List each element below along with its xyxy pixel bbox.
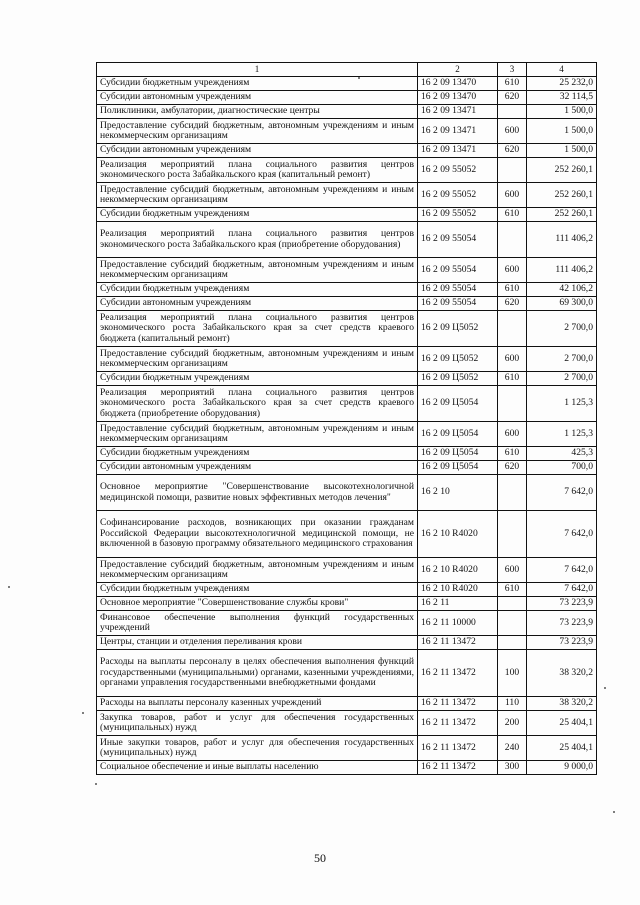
cell-amount: 252 260,1: [527, 208, 597, 222]
cell-name: Поликлиники, амбулатории, диагностические центры: [97, 105, 418, 119]
cell-vr: [498, 597, 527, 611]
table-row: [97, 583, 597, 597]
cell-vr: [498, 475, 527, 511]
table-row: [97, 711, 597, 736]
cell-name: Центры, станции и отделения переливания крови: [97, 636, 418, 650]
cell-name: Реализация мероприятий плана социального развития центров экономического роста Забайкальского края за счет средств краевого бюджета (приобретение оборудования): [97, 386, 418, 422]
cell-name: Субсидии бюджетным учреждениям: [97, 447, 418, 461]
cell-vr: [498, 386, 527, 422]
cell-vr: 610: [498, 372, 527, 386]
cell-code: 16 2 09 13470: [418, 91, 498, 105]
cell-vr: [498, 222, 527, 258]
cell-code: 16 2 11 10000: [418, 611, 498, 636]
cell-name: Основное мероприятие "Совершенствование службы крови": [97, 597, 418, 611]
cell-vr: 600: [498, 183, 527, 208]
scan-speck: [8, 586, 10, 588]
cell-code: 16 2 09 55052: [418, 208, 498, 222]
cell-name: Субсидии бюджетным учреждениям: [97, 208, 418, 222]
table-row: [97, 650, 597, 697]
scan-speck: [95, 783, 97, 785]
cell-name: Предоставление субсидий бюджетным, автономным учреждениям и иным некоммерческим организациям: [97, 422, 418, 447]
cell-amount: 2 700,0: [527, 347, 597, 372]
cell-amount: 1 500,0: [527, 119, 597, 144]
table-row: [97, 91, 597, 105]
table-row: [97, 105, 597, 119]
cell-name: Субсидии автономным учреждениям: [97, 461, 418, 475]
cell-code: 16 2 09 Ц5052: [418, 347, 498, 372]
cell-vr: [498, 105, 527, 119]
cell-name: Субсидии бюджетным учреждениям: [97, 372, 418, 386]
page-number: 50: [314, 851, 326, 865]
cell-amount: 1 125,3: [527, 422, 597, 447]
cell-amount: 73 223,9: [527, 611, 597, 636]
cell-amount: 73 223,9: [527, 597, 597, 611]
cell-code: 16 2 10 R4020: [418, 511, 498, 558]
cell-amount: 32 114,5: [527, 91, 597, 105]
table-row: [97, 347, 597, 372]
cell-code: 16 2 10 R4020: [418, 558, 498, 583]
cell-vr: 100: [498, 650, 527, 697]
cell-name: Предоставление субсидий бюджетным, автономным учреждениям и иным некоммерческим организациям: [97, 558, 418, 583]
table-row: [97, 222, 597, 258]
cell-code: 16 2 09 Ц5052: [418, 311, 498, 347]
table-row: [97, 761, 597, 775]
cell-name: Основное мероприятие "Совершенствование высокотехнологичной медицинской помощи, развитие новых эффективных методов лечения": [97, 475, 418, 511]
cell-amount: 38 320,2: [527, 650, 597, 697]
cell-name: Субсидии бюджетным учреждениям: [97, 77, 418, 91]
cell-code: 16 2 09 55054: [418, 297, 498, 311]
cell-code: 16 2 11 13472: [418, 650, 498, 697]
cell-code: 16 2 09 Ц5054: [418, 422, 498, 447]
cell-name: Субсидии бюджетным учреждениям: [97, 583, 418, 597]
cell-vr: 600: [498, 119, 527, 144]
cell-code: 16 2 11 13472: [418, 736, 498, 761]
cell-code: 16 2 11 13472: [418, 761, 498, 775]
cell-vr: [498, 511, 527, 558]
cell-code: 16 2 09 13471: [418, 119, 498, 144]
cell-amount: 7 642,0: [527, 511, 597, 558]
cell-amount: 700,0: [527, 461, 597, 475]
scan-speck: [613, 811, 615, 813]
cell-vr: 620: [498, 297, 527, 311]
table-header: [97, 63, 597, 77]
cell-code: 16 2 11 13472: [418, 697, 498, 711]
table-row: [97, 258, 597, 283]
cell-code: 16 2 09 Ц5054: [418, 447, 498, 461]
header-col-code: 2: [418, 63, 498, 77]
cell-amount: 111 406,2: [527, 258, 597, 283]
table-row: [97, 208, 597, 222]
table-row: [97, 558, 597, 583]
cell-name: Иные закупки товаров, работ и услуг для обеспечения государственных (муниципальных) нужд: [97, 736, 418, 761]
table-row: [97, 311, 597, 347]
scan-speck: [604, 687, 606, 689]
cell-name: Субсидии автономным учреждениям: [97, 91, 418, 105]
table-row: [97, 475, 597, 511]
cell-name: Расходы на выплаты персоналу казенных учреждений: [97, 697, 418, 711]
cell-amount: 7 642,0: [527, 583, 597, 597]
cell-code: 16 2 09 13470: [418, 77, 498, 91]
cell-code: 16 2 09 Ц5054: [418, 386, 498, 422]
cell-amount: 2 700,0: [527, 372, 597, 386]
cell-name: Предоставление субсидий бюджетным, автономным учреждениям и иным некоммерческим организациям: [97, 347, 418, 372]
cell-name: Расходы на выплаты персоналу в целях обеспечения выполнения функций государственными (муниципальными) органами, казенными учреждениями, органами управления государственными внебюджетными фондами: [97, 650, 418, 697]
cell-vr: 600: [498, 422, 527, 447]
cell-vr: [498, 311, 527, 347]
cell-vr: 600: [498, 347, 527, 372]
cell-code: 16 2 10: [418, 475, 498, 511]
table-row: [97, 144, 597, 158]
cell-vr: 620: [498, 144, 527, 158]
cell-vr: 610: [498, 283, 527, 297]
cell-vr: 200: [498, 711, 527, 736]
table-row: [97, 77, 597, 91]
cell-name: Реализация мероприятий плана социального развития центров экономического роста Забайкальского края (капитальный ремонт): [97, 158, 418, 183]
cell-vr: [498, 636, 527, 650]
cell-amount: 38 320,2: [527, 697, 597, 711]
cell-name: Субсидии бюджетным учреждениям: [97, 283, 418, 297]
cell-amount: 1 125,3: [527, 386, 597, 422]
cell-amount: 25 232,0: [527, 77, 597, 91]
table-row: [97, 611, 597, 636]
table-row: [97, 372, 597, 386]
cell-vr: 610: [498, 583, 527, 597]
table-row: [97, 183, 597, 208]
cell-vr: 610: [498, 77, 527, 91]
table-row: [97, 386, 597, 422]
scan-speck: [82, 712, 84, 714]
cell-name: Предоставление субсидий бюджетным, автономным учреждениям и иным некоммерческим организациям: [97, 183, 418, 208]
cell-name: Социальное обеспечение и иные выплаты населению: [97, 761, 418, 775]
table-row: [97, 511, 597, 558]
cell-name: Финансовое обеспечение выполнения функций государственных учреждений: [97, 611, 418, 636]
cell-code: 16 2 09 55054: [418, 222, 498, 258]
cell-vr: 620: [498, 461, 527, 475]
cell-amount: 42 106,2: [527, 283, 597, 297]
cell-amount: 9 000,0: [527, 761, 597, 775]
cell-vr: 610: [498, 208, 527, 222]
cell-name: Субсидии автономным учреждениям: [97, 144, 418, 158]
cell-code: 16 2 09 55052: [418, 158, 498, 183]
cell-code: 16 2 09 55052: [418, 183, 498, 208]
table-row: [97, 597, 597, 611]
cell-amount: 73 223,9: [527, 636, 597, 650]
cell-code: 16 2 09 Ц5052: [418, 372, 498, 386]
cell-amount: 1 500,0: [527, 144, 597, 158]
cell-vr: [498, 158, 527, 183]
cell-amount: 2 700,0: [527, 311, 597, 347]
scan-speck: [358, 77, 360, 79]
table-row: [97, 119, 597, 144]
cell-code: 16 2 11 13472: [418, 636, 498, 650]
cell-code: 16 2 10 R4020: [418, 583, 498, 597]
cell-code: 16 2 09 Ц5054: [418, 461, 498, 475]
cell-vr: [498, 611, 527, 636]
budget-table: [96, 62, 597, 775]
cell-vr: 110: [498, 697, 527, 711]
cell-name: Предоставление субсидий бюджетным, автономным учреждениям и иным некоммерческим организациям: [97, 119, 418, 144]
cell-code: 16 2 11: [418, 597, 498, 611]
cell-amount: 425,3: [527, 447, 597, 461]
cell-name: Субсидии автономным учреждениям: [97, 297, 418, 311]
table-row: [97, 283, 597, 297]
cell-code: 16 2 09 13471: [418, 144, 498, 158]
cell-name: Софинансирование расходов, возникающих при оказании гражданам Российской Федерации высокотехнологичной медицинской помощи, не включенной в базовую программу обязательного медицинского страхования: [97, 511, 418, 558]
cell-code: 16 2 09 55054: [418, 283, 498, 297]
table-row: [97, 447, 597, 461]
cell-code: 16 2 09 55054: [418, 258, 498, 283]
cell-vr: 600: [498, 558, 527, 583]
cell-vr: 300: [498, 761, 527, 775]
cell-code: 16 2 09 13471: [418, 105, 498, 119]
header-col-vr: 3: [498, 63, 527, 77]
cell-amount: 7 642,0: [527, 475, 597, 511]
cell-name: Закупка товаров, работ и услуг для обеспечения государственных (муниципальных) нужд: [97, 711, 418, 736]
cell-name: Реализация мероприятий плана социального развития центров экономического роста Забайкальского края (приобретение оборудования): [97, 222, 418, 258]
header-col-name: 1: [97, 63, 418, 77]
table-row: [97, 297, 597, 311]
table-row: [97, 636, 597, 650]
table-row: [97, 697, 597, 711]
table-row: [97, 461, 597, 475]
header-col-amount: 4: [527, 63, 597, 77]
cell-amount: 1 500,0: [527, 105, 597, 119]
cell-amount: 25 404,1: [527, 711, 597, 736]
cell-amount: 7 642,0: [527, 558, 597, 583]
table-row: [97, 158, 597, 183]
cell-vr: 610: [498, 447, 527, 461]
cell-vr: 620: [498, 91, 527, 105]
cell-name: Предоставление субсидий бюджетным, автономным учреждениям и иным некоммерческим организациям: [97, 258, 418, 283]
table-body: [97, 77, 597, 775]
table-row: [97, 736, 597, 761]
cell-amount: 25 404,1: [527, 736, 597, 761]
cell-amount: 252 260,1: [527, 158, 597, 183]
cell-vr: 240: [498, 736, 527, 761]
cell-name: Реализация мероприятий плана социального развития центров экономического роста Забайкальского края за счет средств краевого бюджета (капитальный ремонт): [97, 311, 418, 347]
table-row: [97, 422, 597, 447]
cell-amount: 69 300,0: [527, 297, 597, 311]
cell-amount: 111 406,2: [527, 222, 597, 258]
cell-code: 16 2 11 13472: [418, 711, 498, 736]
cell-vr: 600: [498, 258, 527, 283]
cell-amount: 252 260,1: [527, 183, 597, 208]
